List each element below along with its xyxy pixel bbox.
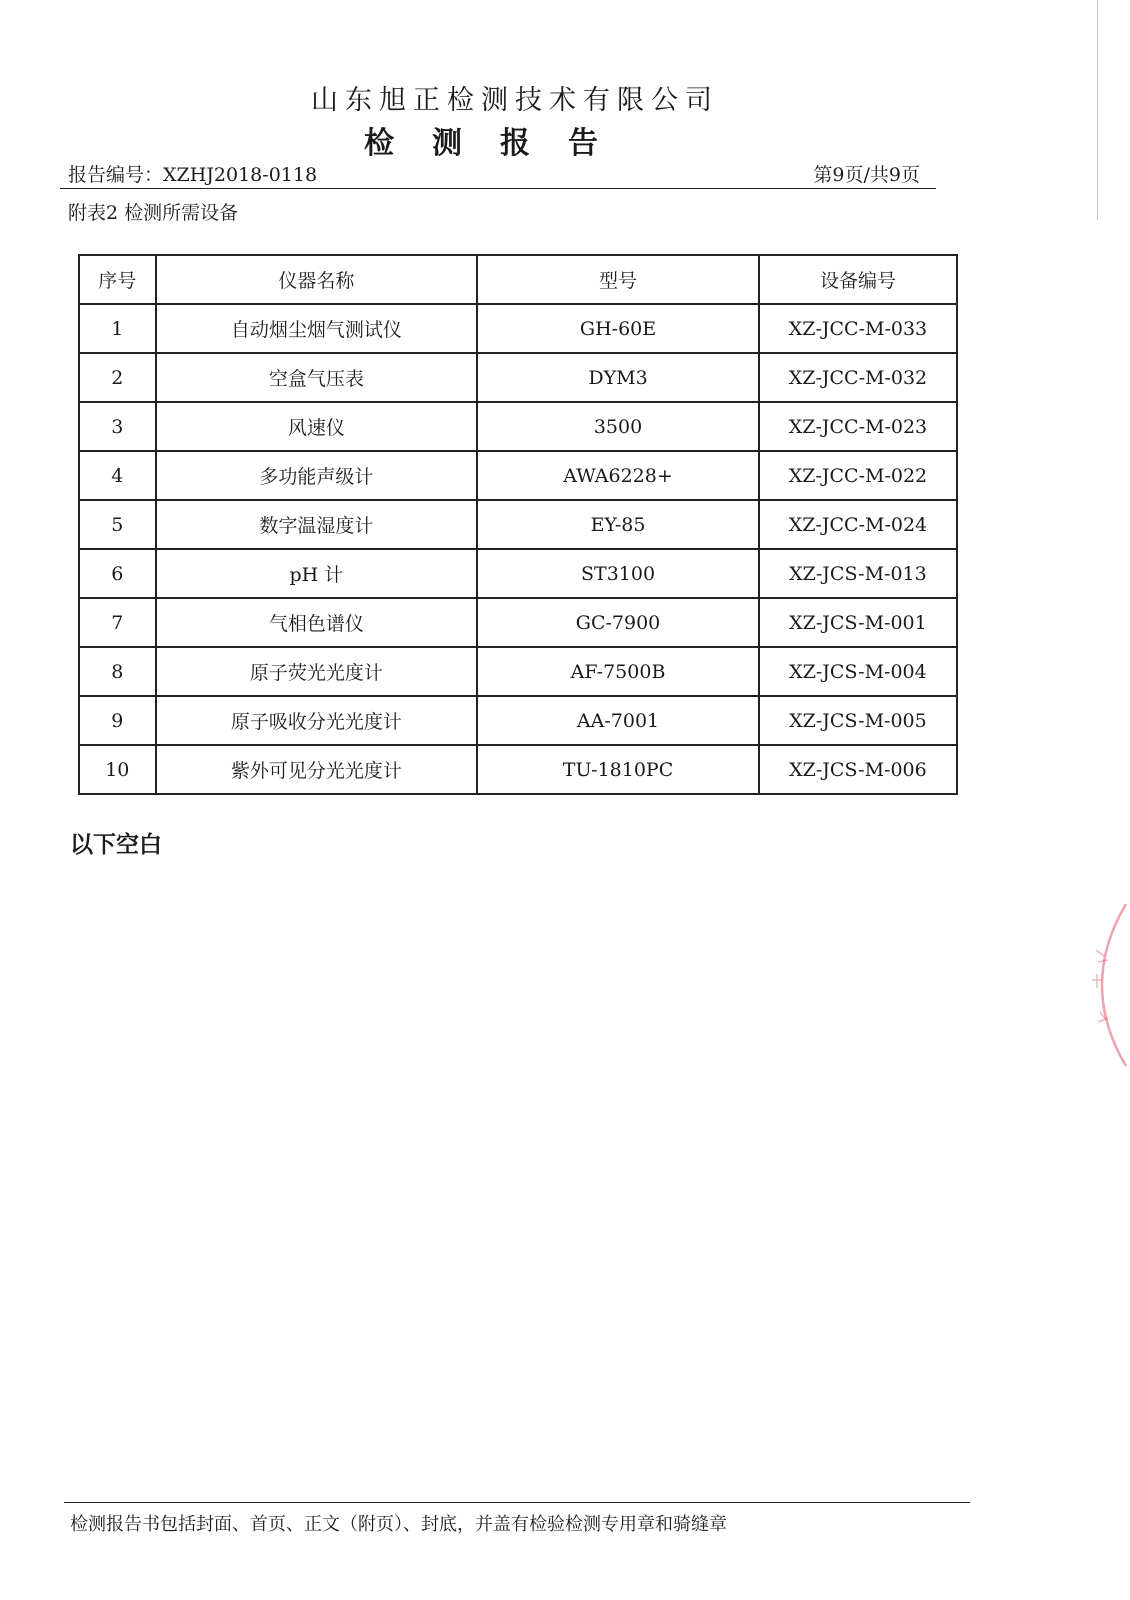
cell-equipment-id: XZ-JCC-M-032 <box>759 353 957 402</box>
cell-index: 5 <box>79 500 156 549</box>
cell-index: 3 <box>79 402 156 451</box>
header-instrument-name: 仪器名称 <box>156 255 478 304</box>
blank-below-note: 以下空白 <box>70 832 162 858</box>
cell-instrument-name: pH 计 <box>156 549 478 598</box>
cell-index: 6 <box>79 549 156 598</box>
cell-model: GH-60E <box>477 304 759 353</box>
table-row <box>79 696 957 745</box>
cell-equipment-id: XZ-JCS-M-001 <box>759 598 957 647</box>
cell-equipment-id: XZ-JCS-M-006 <box>759 745 957 794</box>
page-info: 第9页/共9页 <box>813 164 920 186</box>
cell-index: 7 <box>79 598 156 647</box>
cell-instrument-name: 风速仪 <box>156 402 478 451</box>
cell-equipment-id: XZ-JCC-M-033 <box>759 304 957 353</box>
table-row <box>79 598 957 647</box>
cell-instrument-name: 数字温湿度计 <box>156 500 478 549</box>
cell-index: 2 <box>79 353 156 402</box>
header-divider <box>60 188 936 189</box>
footer-note: 检测报告书包括封面、首页、正文（附页）、封底，并盖有检验检测专用章和骑缝章 <box>70 1514 727 1535</box>
header-index: 序号 <box>79 255 156 304</box>
cell-model: EY-85 <box>477 500 759 549</box>
footer-divider <box>64 1502 970 1503</box>
cell-equipment-id: XZ-JCS-M-005 <box>759 696 957 745</box>
cell-index: 4 <box>79 451 156 500</box>
header-model: 型号 <box>477 255 759 304</box>
cell-equipment-id: XZ-JCC-M-023 <box>759 402 957 451</box>
seal-stamp-icon <box>1076 900 1130 1070</box>
table-row <box>79 304 957 353</box>
cell-model: GC-7900 <box>477 598 759 647</box>
cell-instrument-name: 空盒气压表 <box>156 353 478 402</box>
cell-instrument-name: 气相色谱仪 <box>156 598 478 647</box>
table-row <box>79 647 957 696</box>
cell-model: ST3100 <box>477 549 759 598</box>
cell-model: AA-7001 <box>477 696 759 745</box>
cell-model: 3500 <box>477 402 759 451</box>
report-meta-row <box>68 160 934 186</box>
cell-instrument-name: 紫外可见分光光度计 <box>156 745 478 794</box>
cell-index: 9 <box>79 696 156 745</box>
cell-model: DYM3 <box>477 353 759 402</box>
table-row <box>79 353 957 402</box>
cell-instrument-name: 自动烟尘烟气测试仪 <box>156 304 478 353</box>
table-row <box>79 745 957 794</box>
appendix-title: 附表2 检测所需设备 <box>68 202 239 224</box>
cell-model: TU-1810PC <box>477 745 759 794</box>
table-row <box>79 402 957 451</box>
cell-instrument-name: 多功能声级计 <box>156 451 478 500</box>
cell-index: 1 <box>79 304 156 353</box>
cell-instrument-name: 原子吸收分光光度计 <box>156 696 478 745</box>
cell-equipment-id: XZ-JCS-M-013 <box>759 549 957 598</box>
cell-index: 8 <box>79 647 156 696</box>
table-row <box>79 549 957 598</box>
cell-equipment-id: XZ-JCC-M-024 <box>759 500 957 549</box>
equipment-table <box>78 254 958 795</box>
report-title: 检测报告 <box>364 126 636 161</box>
table-row <box>79 451 957 500</box>
table-row <box>79 500 957 549</box>
cell-model: AF-7500B <box>477 647 759 696</box>
header-equipment-id: 设备编号 <box>759 255 957 304</box>
cell-instrument-name: 原子荧光光度计 <box>156 647 478 696</box>
cell-model: AWA6228+ <box>477 451 759 500</box>
company-name: 山东旭正检测技术有限公司 <box>311 85 719 116</box>
scan-edge-line <box>1097 0 1098 220</box>
table-header-row <box>79 255 957 304</box>
cell-equipment-id: XZ-JCC-M-022 <box>759 451 957 500</box>
cell-equipment-id: XZ-JCS-M-004 <box>759 647 957 696</box>
seal-stamp-fragment <box>1076 900 1130 1070</box>
report-number: 报告编号：XZHJ2018-0118 <box>68 164 318 186</box>
cell-index: 10 <box>79 745 156 794</box>
